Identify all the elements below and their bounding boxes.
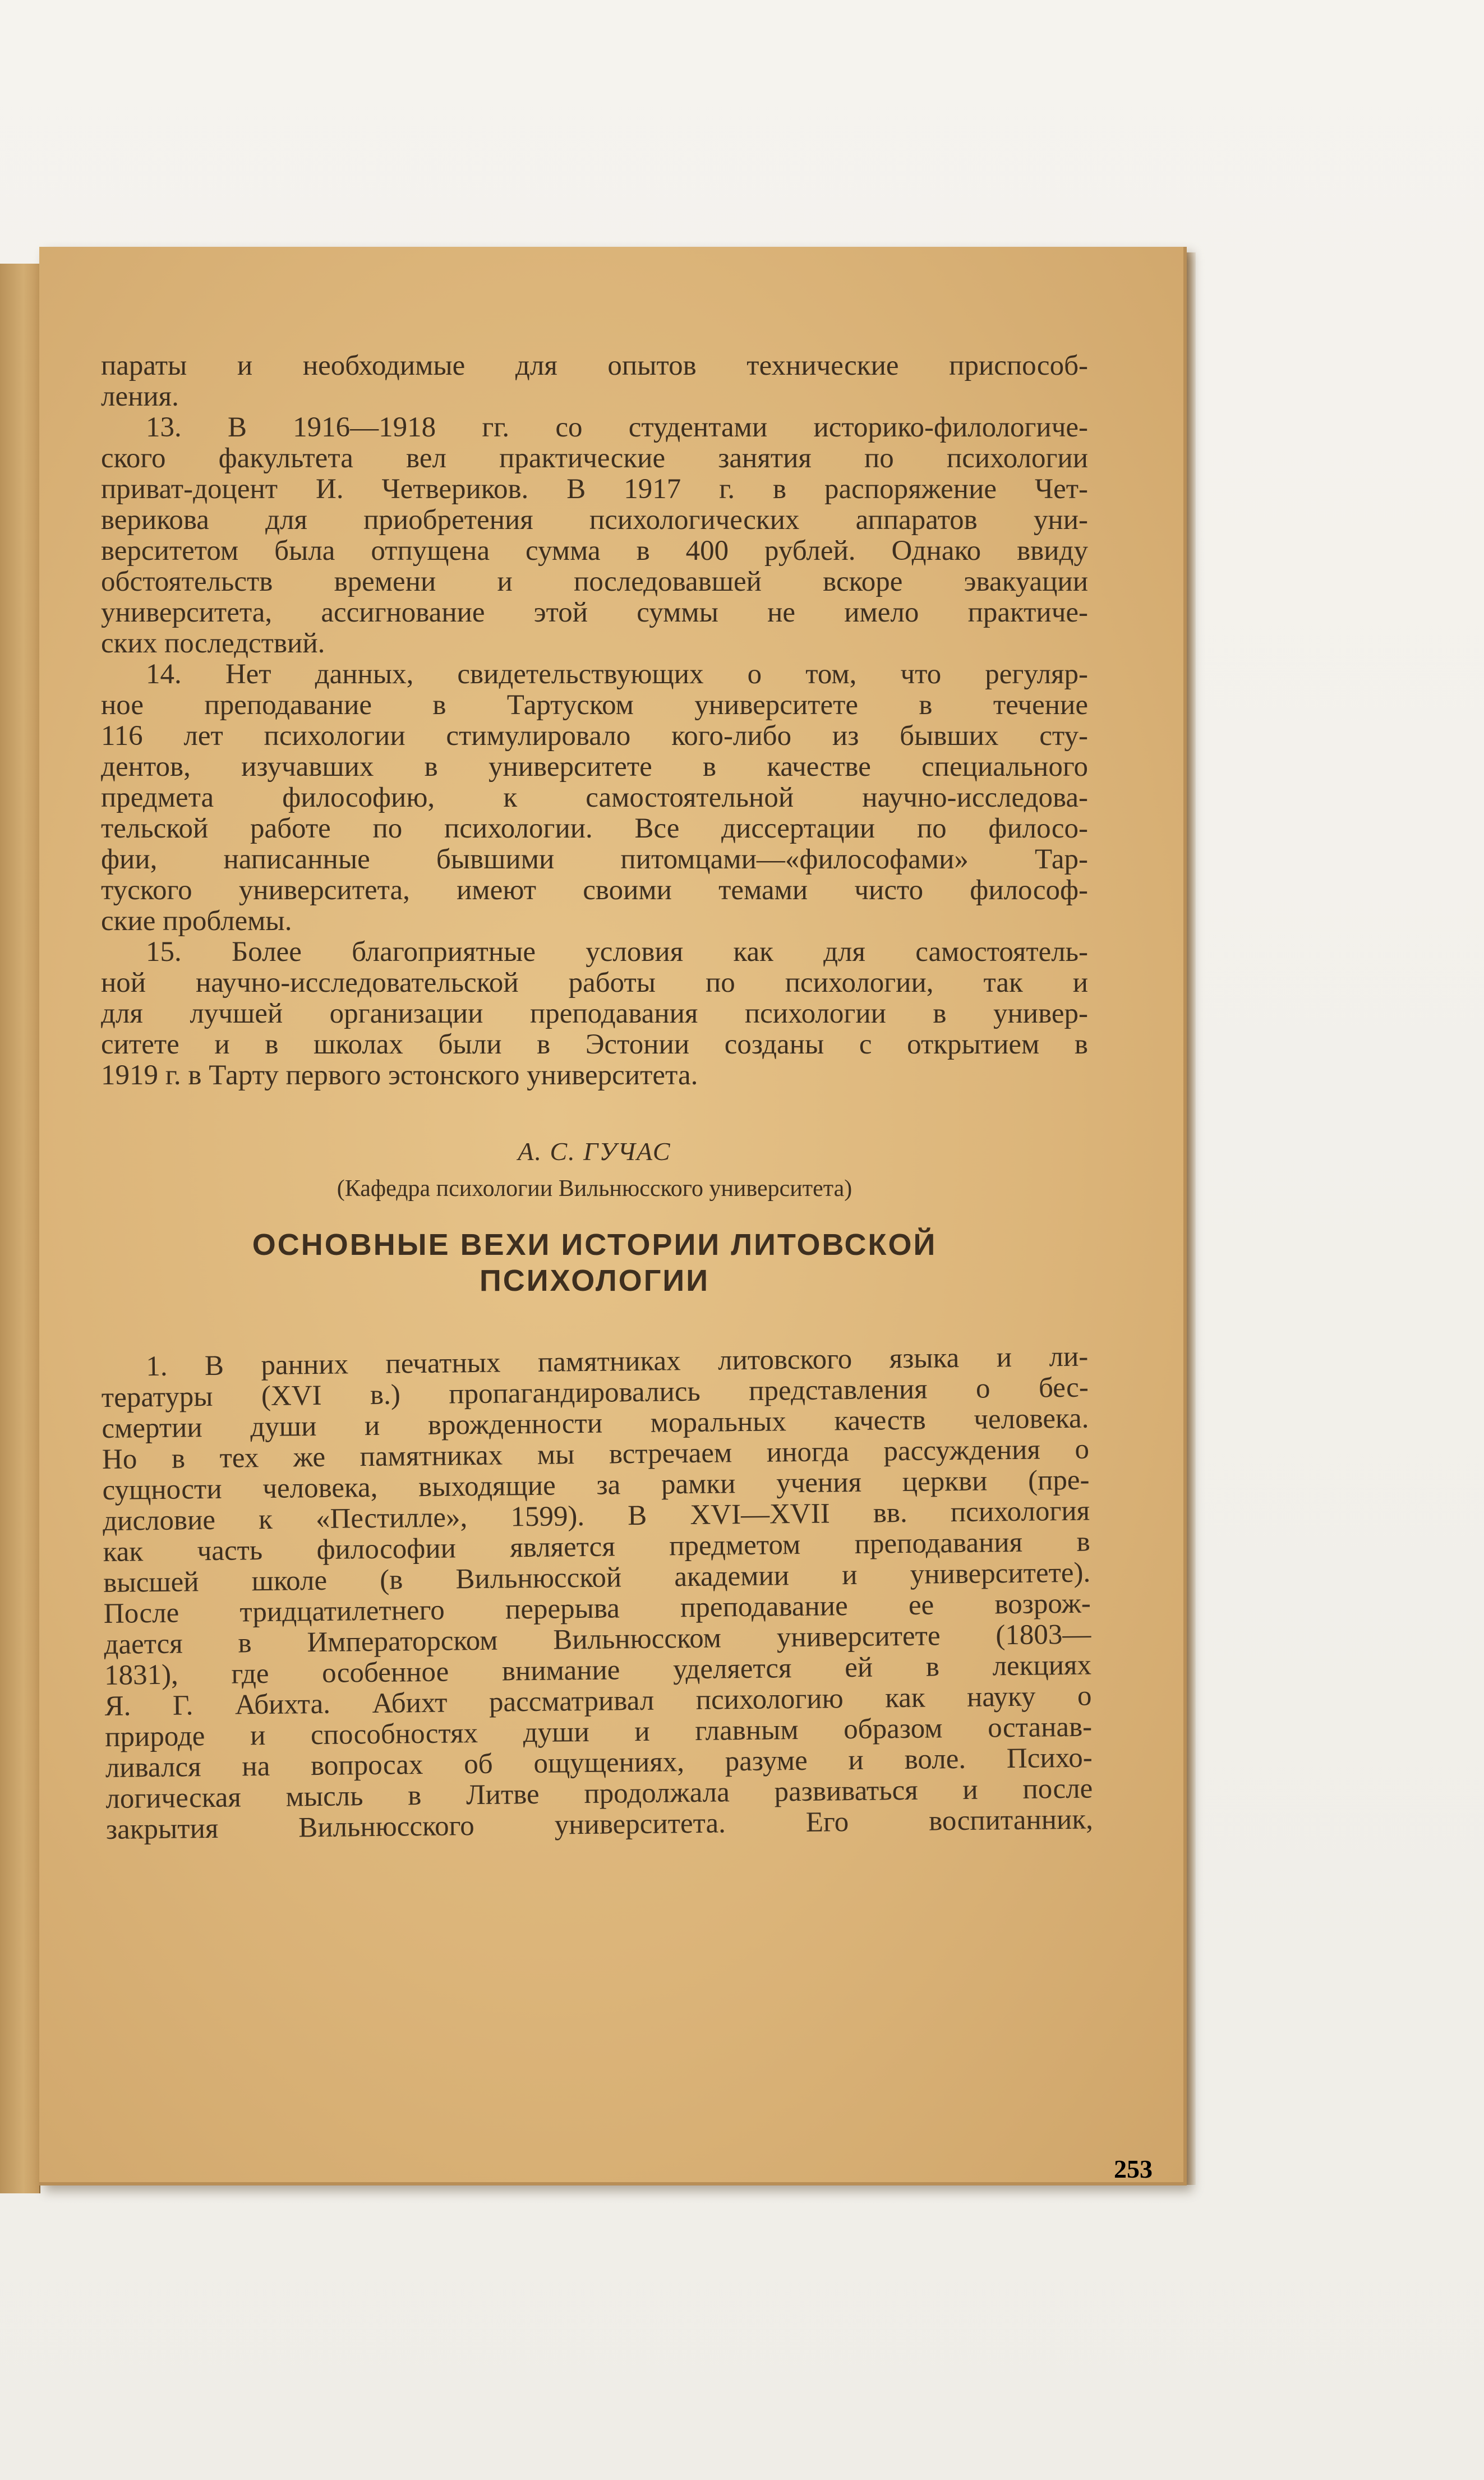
paragraph-13 (101, 412, 1088, 659)
text-line: ских последствий. (101, 628, 325, 659)
text-line: как часть философии является предметом преподавания в (103, 1526, 1090, 1568)
text-line: 13. В 1916—1918 гг. со студентами историко-филологиче- (146, 412, 1088, 443)
title-line: ПСИХОЛОГИИ (479, 1264, 710, 1297)
title-line: ОСНОВНЫЕ ВЕХИ ИСТОРИИ ЛИТОВСКОЙ (252, 1228, 937, 1262)
book-page (39, 247, 1187, 2185)
text-line: верситетом была отпущена сумма в 400 рублей. Однако ввиду (101, 535, 1088, 567)
text-line: для лучшей организации преподавания психологии в универ- (101, 998, 1088, 1029)
text-line: дентов, изучавших в университете в качестве специального (101, 751, 1088, 783)
text-line: университета, ассигнование этой суммы не имело практиче- (101, 597, 1088, 628)
text-line: дисловие к «Пестилле», 1599). В XVI—XVII вв. психология (102, 1495, 1090, 1537)
text-line: ления. (101, 381, 179, 412)
text-line: ского факультета вел практические занятия по психологии (101, 443, 1088, 474)
text-line: 1919 г. в Тарту первого эстонского университета. (101, 1060, 698, 1091)
text-line: ливался на вопросах об ощущениях, разуме и воле. Психо- (105, 1742, 1093, 1784)
article-paragraph-1 (101, 1342, 1093, 1846)
page-text (101, 350, 1094, 1846)
text-line: ситете и в школах были в Эстонии созданы с открытием в (101, 1029, 1088, 1060)
text-line: ное преподавание в Тартуском университете в течение (101, 689, 1088, 721)
text-line: ские проблемы. (101, 905, 292, 937)
text-line: закрытия Вильнюсского университета. Его воспитанник, (105, 1803, 1094, 1846)
text-line: высшей школе (в Вильнюсской академии и университете). (103, 1557, 1091, 1599)
text-line: 1. В ранних печатных памятниках литовского языка и ли- (145, 1341, 1089, 1383)
text-line: 116 лет психологии стимулировало кого-либо из бывших сту- (101, 720, 1088, 752)
left-page-edge (0, 264, 40, 2193)
article-title (101, 1227, 1088, 1299)
text-line: предмета философию, к самостоятельной научно-исследова- (101, 782, 1088, 813)
text-line: 14. Нет данных, свидетельствующих о том, что регуляр- (146, 659, 1088, 690)
page-number: 253 (1114, 2155, 1153, 2183)
text-line: природе и способностях души и главным образом останав- (104, 1711, 1093, 1753)
text-line: параты и необходимые для опытов технические приспособ- (101, 350, 1088, 381)
text-line: дается в Императорском Вильнюсском университете (1803— (104, 1618, 1091, 1660)
text-line: 15. Более благоприятные условия как для самостоятель- (146, 936, 1088, 968)
text-line: 1831), где особенное внимание уделяется ей в лекциях (104, 1649, 1092, 1691)
paragraph-14 (101, 659, 1088, 937)
text-line: верикова для приобретения психологических аппаратов уни- (101, 504, 1088, 536)
text-line: обстоятельств времени и последовавшей вскоре эвакуации (101, 566, 1088, 597)
text-line: фии, написанные бывшими питомцами—«философами» Тар- (101, 844, 1088, 875)
text-line: тельской работе по психологии. Все диссертации по филосо- (101, 813, 1088, 844)
text-line: Я. Г. Абихта. Абихт рассматривал психологию как науку о (104, 1680, 1092, 1722)
article-author: А. С. ГУЧАС (518, 1137, 671, 1166)
text-line: ной научно-исследовательской работы по психологии, так и (101, 967, 1088, 999)
text-line: смертии души и врожденности моральных качеств человека. (102, 1402, 1089, 1444)
text-line: Но в тех же памятниках мы встречаем иногда рассуждения о (102, 1433, 1090, 1475)
continuation-paragraph (101, 351, 1088, 412)
text-line: туского университета, имеют своими темами чисто философ- (101, 875, 1088, 906)
text-line: тературы (XVI в.) пропагандировались представления о бес- (101, 1372, 1089, 1414)
paragraph-15 (101, 937, 1088, 1091)
text-line: После тридцатилетнего перерыва преподавание ее возрож- (103, 1588, 1091, 1630)
text-line: приват-доцент И. Четвериков. В 1917 г. в распоряжение Чет- (101, 473, 1088, 505)
author-affiliation: (Кафедра психологии Вильнюсского университета) (337, 1176, 852, 1202)
text-line: логическая мысль в Литве продолжала развиваться и после (105, 1773, 1093, 1815)
text-line: сущности человека, выходящие за рамки учения церкви (пре- (102, 1464, 1090, 1506)
